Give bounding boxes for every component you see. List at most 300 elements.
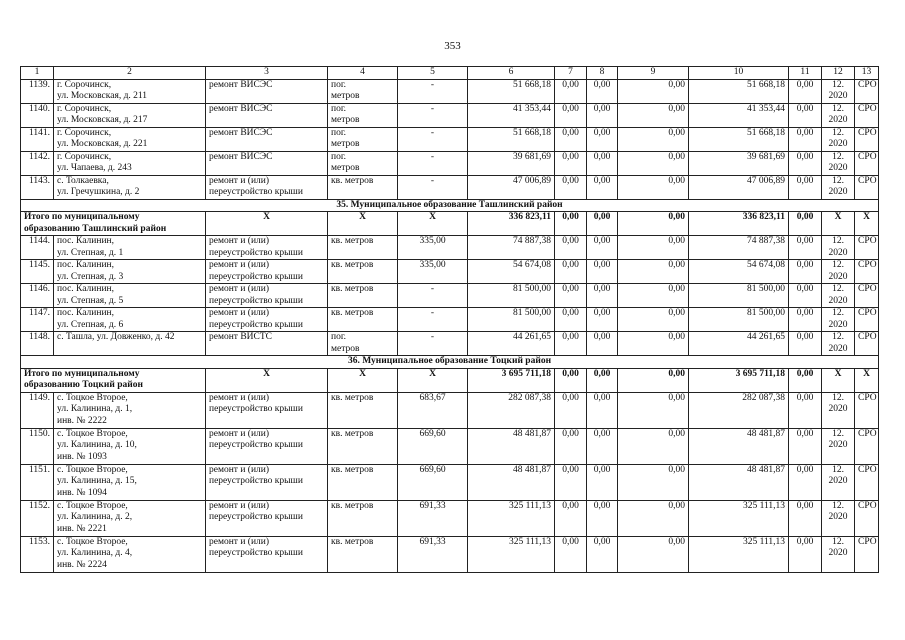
col11-value: 0,00 [789,79,822,103]
section-header-row [21,199,879,212]
address-line: ул. Степная, д. 6 [57,319,124,330]
column-header-13: 13 [855,67,879,80]
col9-value: 0,00 [618,428,689,464]
col8-value: 0,00 [587,175,618,199]
table-row [21,236,879,260]
work-type-line: ремонт ВИСЭС [209,127,273,138]
work-type [206,500,328,536]
column-header-4: 4 [328,67,398,80]
address-line: с. Тоцкое Второе, [57,428,128,439]
address-line: пос. Калинин, [57,236,114,246]
completion-date [822,308,855,332]
col10-value: 74 887,38 [689,236,789,260]
col10-value: 325 111,13 [689,500,789,536]
unit-line: кв. метров [331,464,374,475]
col10-value: 51 668,18 [689,127,789,151]
col10-value: 48 481,87 [689,464,789,500]
completion-date [822,536,855,572]
work-type-line: ремонт ВИСЭС [209,151,273,162]
method: СРО [855,392,879,428]
completion-date [822,332,855,356]
work-type-line: ремонт и (или) [209,308,270,318]
volume: - [398,284,468,308]
total-cost: 81 500,00 [468,284,555,308]
total-row [21,212,879,236]
completion-date-line: 12. [832,151,844,162]
work-type [206,236,328,260]
col8-value: 0,00 [587,260,618,284]
col7-value: 0,00 [555,151,587,175]
completion-date-line: 12. [832,392,844,403]
col10-value: 81 500,00 [689,284,789,308]
column-header-10: 10 [689,67,789,80]
unit-line: пог. [331,151,347,162]
unit [328,103,398,127]
col11-value: 0,00 [789,284,822,308]
unit [328,151,398,175]
table-row [21,260,879,284]
table-row [21,428,879,464]
row-number: 1139. [21,79,54,103]
total-work-type: X [206,368,328,392]
unit [328,79,398,103]
row-number: 1140. [21,103,54,127]
work-type-line: ремонт и (или) [209,464,270,475]
col9-value: 0,00 [618,175,689,199]
total-col7: 0,00 [555,368,587,392]
method: СРО [855,332,879,356]
total-col11: 0,00 [789,368,822,392]
row-number: 1148. [21,332,54,356]
unit [328,308,398,332]
col11-value: 0,00 [789,236,822,260]
total-label-line: образованию Ташлинский район [24,223,167,234]
col11-value: 0,00 [789,392,822,428]
col7-value: 0,00 [555,428,587,464]
col10-value: 81 500,00 [689,308,789,332]
work-type-line: переустройство крыши [209,247,303,258]
work-type [206,127,328,151]
total-cost: 48 481,87 [468,428,555,464]
total-cost: 41 353,44 [468,103,555,127]
address-line: пос. Калинин, [57,308,114,318]
completion-date-line: 2020 [828,139,848,149]
unit-line: метров [331,139,360,149]
address-line: с. Толкаевка, [57,175,109,186]
table-row [21,127,879,151]
table-row [21,151,879,175]
work-type [206,103,328,127]
col7-value: 0,00 [555,175,587,199]
address-line: с. Тоцкое Второе, [57,464,128,475]
column-header-9: 9 [618,67,689,80]
col11-value: 0,00 [789,151,822,175]
work-type-line: переустройство крыши [209,271,303,282]
address-line: ул. Калинина, д. 10, [57,440,137,450]
total-col9: 0,00 [618,212,689,236]
volume: 335,00 [398,236,468,260]
col7-value: 0,00 [555,236,587,260]
total-row [21,368,879,392]
col9-value: 0,00 [618,103,689,127]
column-header-5: 5 [398,67,468,80]
address [54,103,206,127]
work-type-line: ремонт и (или) [209,392,270,403]
table-row [21,103,879,127]
method: СРО [855,464,879,500]
completion-date-line: 2020 [828,548,848,558]
method: СРО [855,127,879,151]
total-cost: 325 111,13 [468,500,555,536]
address-line: г. Сорочинск, [57,79,112,90]
col9-value: 0,00 [618,236,689,260]
completion-date [822,428,855,464]
address-line: инв. № 2222 [57,415,107,426]
work-type-line: ремонт и (или) [209,236,270,246]
volume: 683,67 [398,392,468,428]
completion-date [822,284,855,308]
col7-value: 0,00 [555,103,587,127]
unit-line: кв. метров [331,500,374,511]
table-row [21,175,879,199]
total-cost: 51 668,18 [468,79,555,103]
total-col11: 0,00 [789,212,822,236]
repair-register-table [20,66,879,573]
unit-line: кв. метров [331,284,374,294]
total-cost: 336 823,11 [468,212,555,236]
total-cost: 3 695 711,18 [468,368,555,392]
table-row [21,284,879,308]
col8-value: 0,00 [587,151,618,175]
table-row [21,79,879,103]
table-row [21,500,879,536]
work-type-line: ремонт и (или) [209,175,270,186]
address-line: ул. Московская, д. 221 [57,139,148,149]
completion-date [822,392,855,428]
method: СРО [855,284,879,308]
total-col13: X [855,212,879,236]
col8-value: 0,00 [587,284,618,308]
row-number: 1142. [21,151,54,175]
col8-value: 0,00 [587,236,618,260]
row-number: 1145. [21,260,54,284]
volume: - [398,127,468,151]
completion-date-line: 2020 [828,295,848,306]
col11-value: 0,00 [789,103,822,127]
completion-date [822,175,855,199]
total-col8: 0,00 [587,368,618,392]
unit [328,428,398,464]
unit [328,332,398,356]
column-header-3: 3 [206,67,328,80]
work-type-line: переустройство крыши [209,440,303,450]
address-line: ул. Калинина, д. 4, [57,548,133,558]
completion-date [822,260,855,284]
col7-value: 0,00 [555,500,587,536]
col11-value: 0,00 [789,175,822,199]
completion-date-line: 12. [832,79,844,90]
address [54,127,206,151]
col9-value: 0,00 [618,500,689,536]
work-type [206,284,328,308]
total-label-line: Итого по муниципальному [24,368,140,379]
col10-value: 47 006,89 [689,175,789,199]
address [54,284,206,308]
column-header-12: 12 [822,67,855,80]
volume: - [398,79,468,103]
row-number: 1144. [21,236,54,260]
unit [328,236,398,260]
method: СРО [855,175,879,199]
col8-value: 0,00 [587,428,618,464]
unit-line: кв. метров [331,536,374,547]
row-number: 1146. [21,284,54,308]
col8-value: 0,00 [587,392,618,428]
method: СРО [855,151,879,175]
unit-line: пог. [331,332,347,342]
address-line: с. Тоцкое Второе, [57,392,128,403]
col10-value: 41 353,44 [689,103,789,127]
col7-value: 0,00 [555,284,587,308]
work-type [206,175,328,199]
total-label [21,368,206,392]
col11-value: 0,00 [789,332,822,356]
col9-value: 0,00 [618,464,689,500]
section-title: 36. Муниципальное образование Тоцкий район [21,356,879,369]
address-line: ул. Гречушкина, д. 2 [57,187,140,197]
col9-value: 0,00 [618,392,689,428]
address [54,464,206,500]
unit [328,260,398,284]
col7-value: 0,00 [555,308,587,332]
volume: 691,33 [398,500,468,536]
table-row [21,464,879,500]
column-header-1: 1 [21,67,54,80]
unit-line: пог. [331,103,347,114]
address [54,79,206,103]
section-header-row [21,356,879,369]
address-line: ул. Калинина, д. 15, [57,476,137,486]
address-line: ул. Степная, д. 1 [57,247,124,258]
table-row [21,392,879,428]
col7-value: 0,00 [555,79,587,103]
col11-value: 0,00 [789,308,822,332]
completion-date [822,151,855,175]
completion-date-line: 2020 [828,319,848,330]
unit-line: метров [331,343,360,354]
row-number: 1143. [21,175,54,199]
unit [328,175,398,199]
total-volume: X [398,368,468,392]
address-line: ул. Калинина, д. 2, [57,512,133,522]
col11-value: 0,00 [789,260,822,284]
col8-value: 0,00 [587,127,618,151]
address-line: пос. Калинин, [57,284,114,294]
column-number-header-row [21,67,879,80]
col8-value: 0,00 [587,500,618,536]
completion-date-line: 2020 [828,247,848,258]
section-title: 35. Муниципальное образование Ташлинский район [21,199,879,212]
col8-value: 0,00 [587,103,618,127]
unit-line: кв. метров [331,428,374,439]
address [54,260,206,284]
completion-date-line: 2020 [828,440,848,450]
volume: - [398,103,468,127]
unit-line: кв. метров [331,175,374,186]
address-line: ул. Московская, д. 211 [57,91,148,101]
address-line: инв. № 2221 [57,523,107,534]
completion-date [822,236,855,260]
completion-date-line: 2020 [828,476,848,486]
address-line: г. Сорочинск, [57,127,112,138]
completion-date-line: 2020 [828,404,848,414]
address-line: ул. Московская, д. 217 [57,115,148,125]
total-col10: 3 695 711,18 [689,368,789,392]
address-line: с. Тоцкое Второе, [57,500,128,511]
unit-line: метров [331,163,360,173]
unit-line: метров [331,115,360,125]
volume: 691,33 [398,536,468,572]
method: СРО [855,500,879,536]
work-type-line: переустройство крыши [209,295,303,306]
completion-date-line: 12. [832,284,844,294]
method: СРО [855,536,879,572]
total-cost: 81 500,00 [468,308,555,332]
col9-value: 0,00 [618,308,689,332]
volume: - [398,175,468,199]
completion-date-line: 12. [832,500,844,511]
completion-date [822,103,855,127]
col10-value: 51 668,18 [689,79,789,103]
unit-line: кв. метров [331,260,374,270]
completion-date-line: 12. [832,175,844,186]
total-volume: X [398,212,468,236]
total-unit: X [328,212,398,236]
row-number: 1149. [21,392,54,428]
unit [328,284,398,308]
col7-value: 0,00 [555,332,587,356]
table-row [21,536,879,572]
total-cost: 325 111,13 [468,536,555,572]
total-col9: 0,00 [618,368,689,392]
row-number: 1151. [21,464,54,500]
total-cost: 51 668,18 [468,127,555,151]
total-col13: X [855,368,879,392]
col7-value: 0,00 [555,260,587,284]
total-cost: 282 087,38 [468,392,555,428]
col9-value: 0,00 [618,284,689,308]
work-type [206,151,328,175]
method: СРО [855,79,879,103]
address-line: инв. № 1094 [57,487,107,498]
completion-date-line: 2020 [828,271,848,282]
work-type [206,536,328,572]
col11-value: 0,00 [789,500,822,536]
work-type-line: переустройство крыши [209,548,303,558]
col10-value: 54 674,08 [689,260,789,284]
address-line: ул. Чапаева, д. 243 [57,163,132,173]
address [54,236,206,260]
volume: 669,60 [398,428,468,464]
address [54,392,206,428]
address [54,151,206,175]
method: СРО [855,260,879,284]
work-type [206,308,328,332]
table-row [21,332,879,356]
completion-date [822,127,855,151]
completion-date [822,79,855,103]
method: СРО [855,236,879,260]
address [54,175,206,199]
work-type-line: ремонт ВИСТС [209,332,273,342]
total-unit: X [328,368,398,392]
column-header-2: 2 [54,67,206,80]
col11-value: 0,00 [789,127,822,151]
completion-date-line: 12. [832,260,844,270]
col9-value: 0,00 [618,536,689,572]
col7-value: 0,00 [555,127,587,151]
volume: 669,60 [398,464,468,500]
column-header-11: 11 [789,67,822,80]
col9-value: 0,00 [618,151,689,175]
column-header-8: 8 [587,67,618,80]
address [54,500,206,536]
work-type [206,79,328,103]
completion-date-line: 12. [832,236,844,246]
completion-date-line: 12. [832,127,844,138]
col8-value: 0,00 [587,79,618,103]
col10-value: 282 087,38 [689,392,789,428]
work-type [206,260,328,284]
total-col12: X [822,212,855,236]
address-line: ул. Степная, д. 3 [57,271,124,282]
unit [328,464,398,500]
total-cost: 44 261,65 [468,332,555,356]
address-line: инв. № 2224 [57,559,107,570]
address-line: г. Сорочинск, [57,103,112,114]
col8-value: 0,00 [587,536,618,572]
work-type [206,464,328,500]
volume: 335,00 [398,260,468,284]
completion-date [822,464,855,500]
total-col12: X [822,368,855,392]
work-type [206,428,328,464]
row-number: 1152. [21,500,54,536]
col9-value: 0,00 [618,332,689,356]
col10-value: 44 261,65 [689,332,789,356]
address [54,536,206,572]
address [54,428,206,464]
total-label-line: Итого по муниципальному [24,212,140,222]
address-line: ул. Калинина, д. 1, [57,404,133,414]
unit-line: пог. [331,127,347,138]
total-label-line: образованию Тоцкий район [24,380,143,390]
total-cost: 54 674,08 [468,260,555,284]
volume: - [398,332,468,356]
col11-value: 0,00 [789,536,822,572]
work-type-line: ремонт и (или) [209,260,270,270]
address [54,308,206,332]
work-type [206,332,328,356]
col7-value: 0,00 [555,464,587,500]
table-row [21,308,879,332]
completion-date-line: 12. [832,103,844,114]
method: СРО [855,103,879,127]
work-type-line: ремонт и (или) [209,500,270,511]
unit [328,392,398,428]
completion-date-line: 2020 [828,163,848,173]
total-cost: 74 887,38 [468,236,555,260]
